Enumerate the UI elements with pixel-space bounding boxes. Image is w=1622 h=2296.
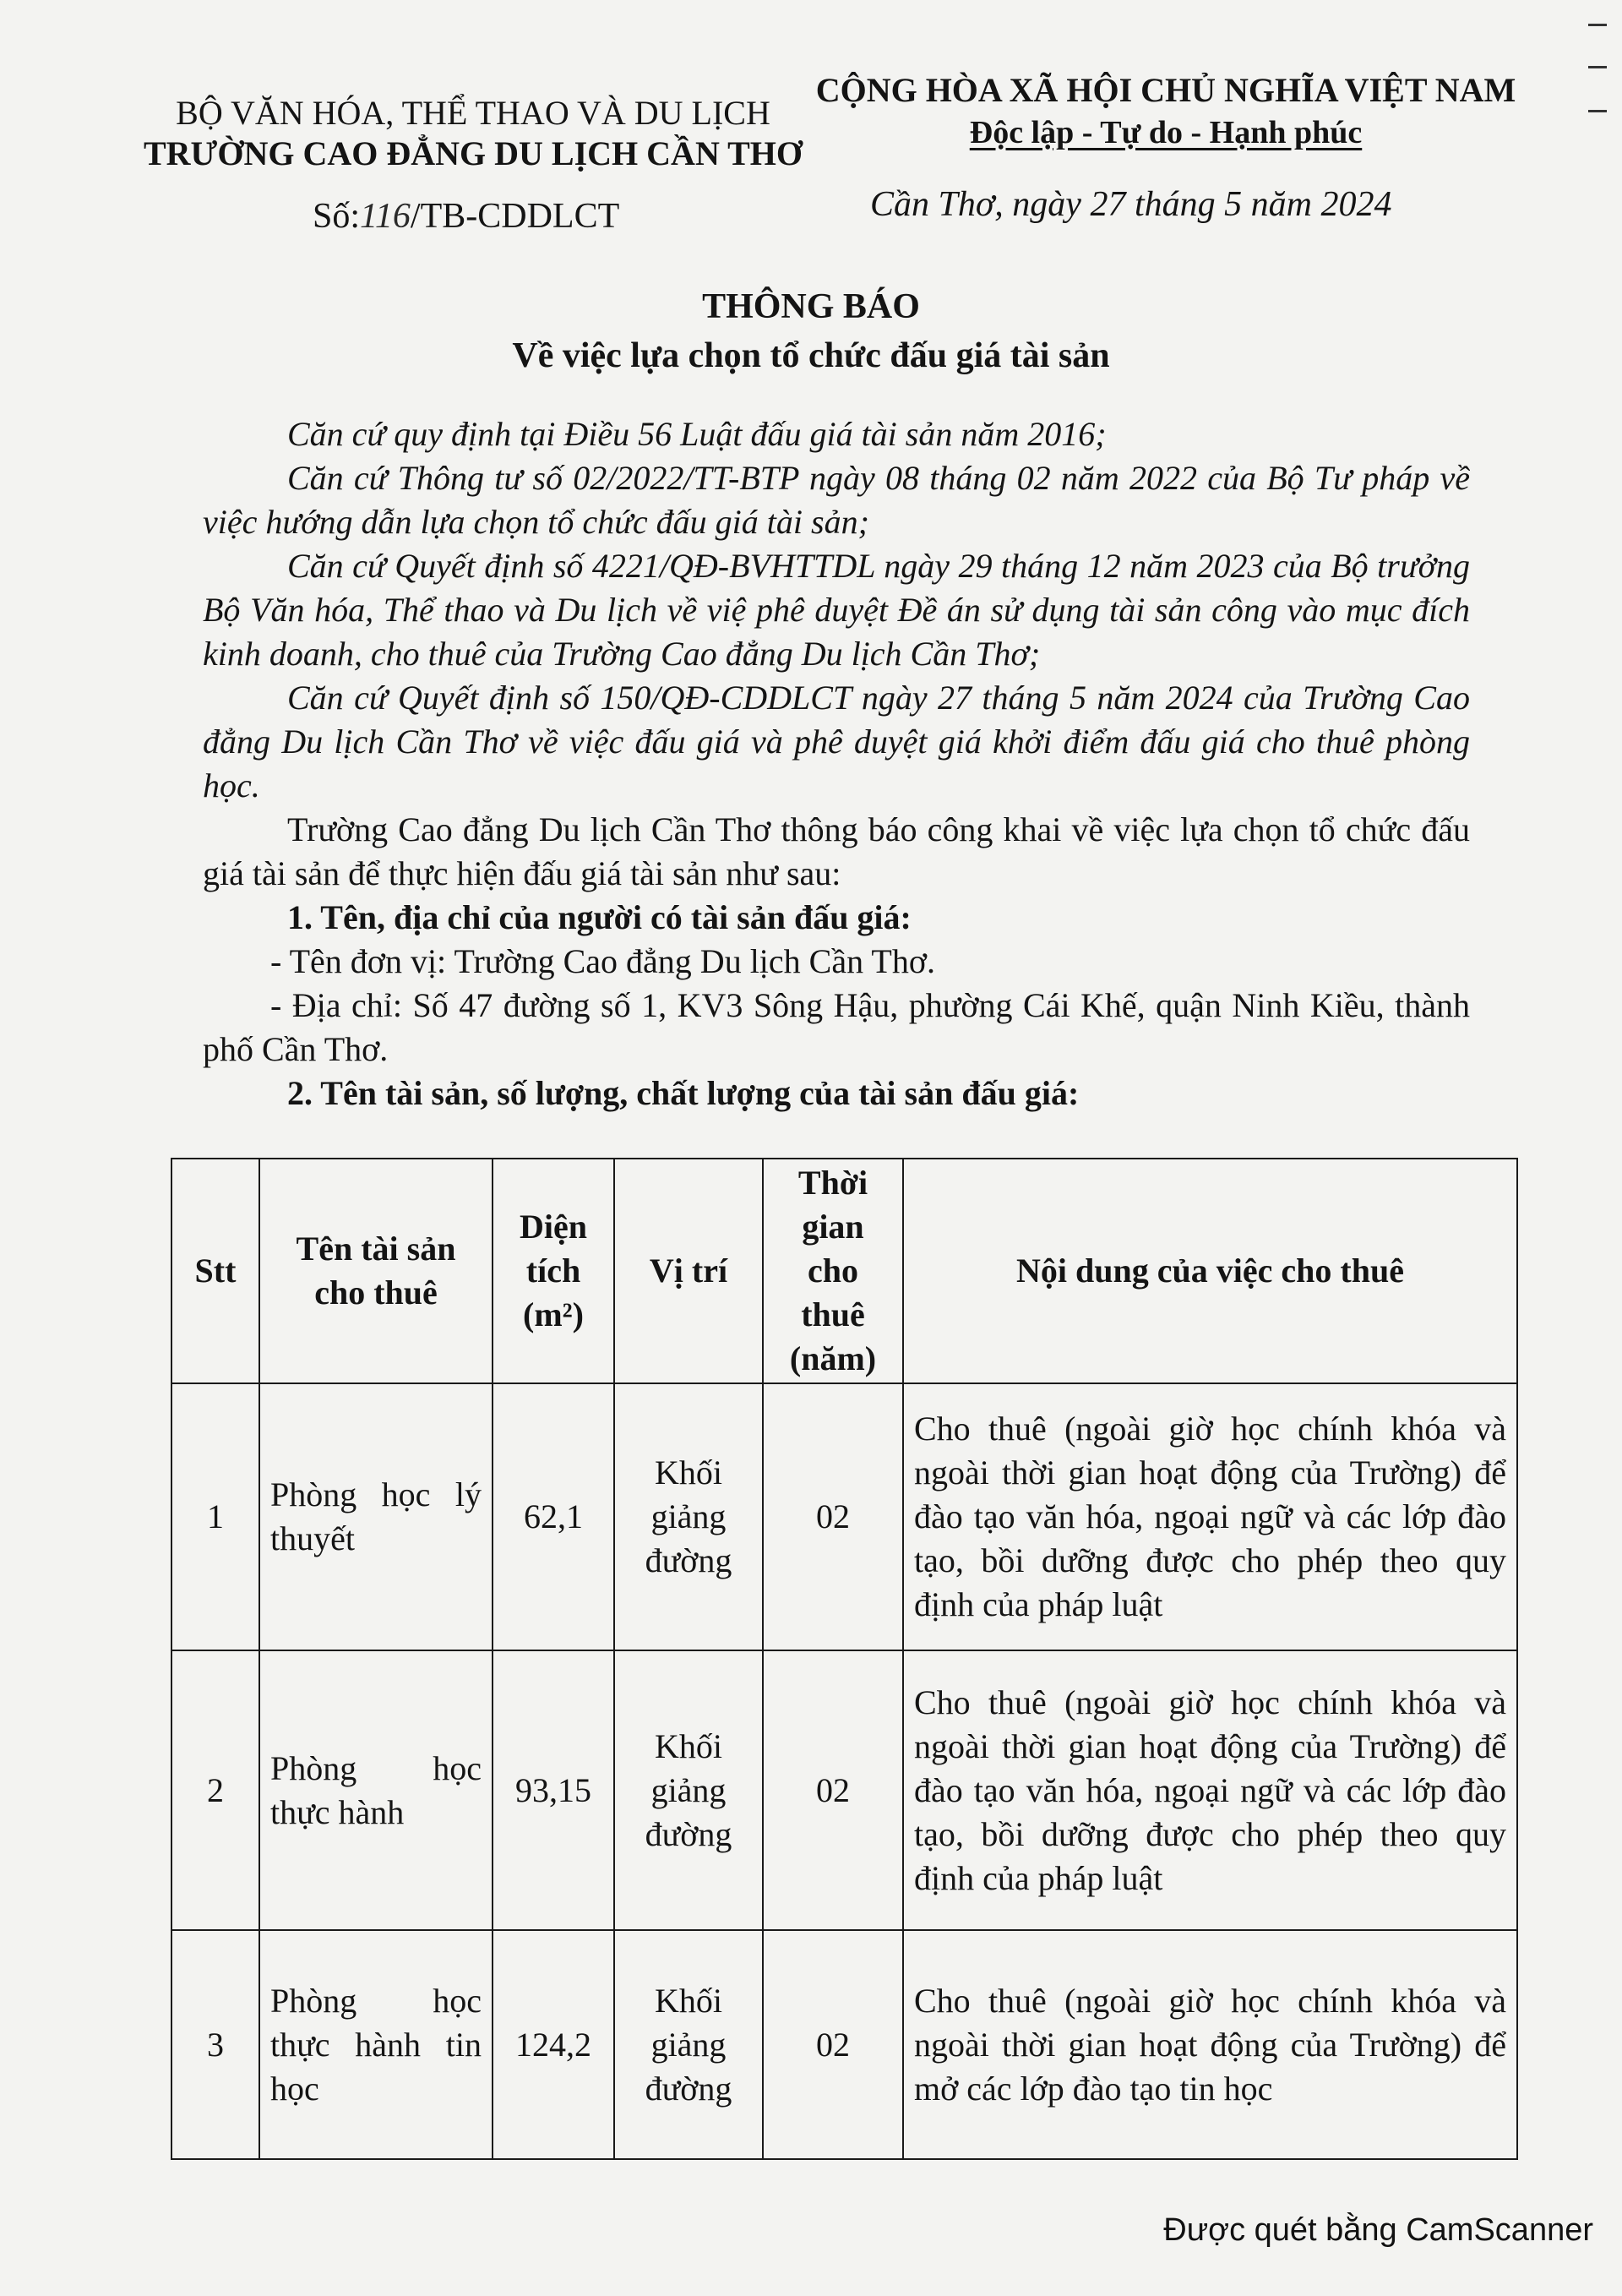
legal-basis: Căn cứ quy định tại Điều 56 Luật đấu giá tài sản năm 2016; (287, 415, 1107, 453)
cell-content: Cho thuê (ngoài giờ học chính khóa và ngoài thời gian hoạt động của Trường) để mở các lớp đào tạo tin học (903, 1930, 1517, 2159)
unit-name: - Tên đơn vị: Trường Cao đẳng Du lịch Cần Thơ. (270, 942, 935, 980)
national-motto: Độc lập - Tự do - Hạnh phúc (969, 115, 1363, 150)
cell-duration: 02 (763, 1383, 903, 1650)
table-row (171, 1383, 1517, 1650)
table-row (171, 1930, 1517, 2159)
legal-basis: Căn cứ Quyết định số 4221/QĐ-BVHTTDL ngày 29 tháng 12 năm 2023 của Bộ trưởng Bộ Văn hóa, Thể thao và Du lịch về việ phê duyệt Đề án sử dụng tài sản công vào mục đích kinh doanh, cho thuê của Trường Cao đẳng Du lịch Cần Thơ; (203, 547, 1470, 673)
cell-stt: 1 (171, 1383, 259, 1650)
cell-location: Khối giảng đường (614, 1650, 763, 1930)
cell-content: Cho thuê (ngoài giờ học chính khóa và ngoài thời gian hoạt động của Trường) để đào tạo văn hóa, ngoại ngữ và các lớp đào tạo, bồi dưỡng được cho phép theo quy định của pháp luật (903, 1650, 1517, 1930)
cell-name: Phòng học lý thuyết (259, 1383, 493, 1650)
document-title (0, 282, 1622, 380)
handwritten-day: 27 (1090, 185, 1126, 224)
cell-name: Phòng học thực hành (259, 1650, 493, 1930)
document-body (203, 412, 1470, 1115)
header-area: Diện tích (m²) (493, 1159, 614, 1383)
scan-mark (1588, 110, 1607, 112)
header-location: Vị trí (614, 1159, 763, 1383)
unit-address: - Địa chỉ: Số 47 đường số 1, KV3 Sông Hậu, phường Cái Khế, quận Ninh Kiều, thành phố Cần Thơ. (203, 986, 1470, 1068)
cell-content: Cho thuê (ngoài giờ học chính khóa và ngoài thời gian hoạt động của Trường) để đào tạo văn hóa, ngoại ngữ và các lớp đào tạo, bồi dưỡng được cho phép theo quy định của pháp luật (903, 1383, 1517, 1650)
scan-mark (1588, 66, 1607, 68)
intro-paragraph: Trường Cao đẳng Du lịch Cần Thơ thông báo công khai về việc lựa chọn tổ chức đấu giá tài sản để thực hiện đấu giá tài sản như sau: (203, 810, 1470, 892)
section-1-heading: 1. Tên, địa chỉ của người có tài sản đấu giá: (287, 898, 912, 936)
issue-date: Cần Thơ, ngày 27 tháng 5 năm 2024 (870, 185, 1392, 224)
cell-stt: 2 (171, 1650, 259, 1930)
cell-area: 124,2 (493, 1930, 614, 2159)
country-name: CỘNG HÒA XÃ HỘI CHỦ NGHĨA VIỆT NAM (815, 71, 1516, 109)
handwritten-number: 116 (360, 197, 411, 236)
header-stt: Stt (171, 1159, 259, 1383)
title-subtitle: Về việc lựa chọn tổ chức đấu giá tài sản (512, 336, 1110, 375)
header-name: Tên tài sản cho thuê (259, 1159, 493, 1383)
legal-basis: Căn cứ Quyết định số 150/QĐ-CDDLCT ngày 27 tháng 5 năm 2024 của Trường Cao đẳng Du lịch Cần Thơ về việc đấu giá và phê duyệt giá khởi điểm đấu giá cho thuê phòng học. (203, 679, 1470, 804)
cell-location: Khối giảng đường (614, 1930, 763, 2159)
school-name: TRƯỜNG CAO ĐẲNG DU LỊCH CẦN THƠ (143, 134, 803, 172)
ministry-name: BỘ VĂN HÓA, THỂ THAO VÀ DU LỊCH (176, 94, 770, 132)
header-content: Nội dung của việc cho thuê (903, 1159, 1517, 1383)
asset-table (171, 1158, 1518, 2160)
cell-duration: 02 (763, 1930, 903, 2159)
legal-basis: Căn cứ Thông tư số 02/2022/TT-BTP ngày 08 tháng 02 năm 2022 của Bộ Tư pháp về việc hướng dẫn lựa chọn tổ chức đấu giá tài sản; (203, 459, 1470, 541)
table-row (171, 1650, 1517, 1930)
cell-location: Khối giảng đường (614, 1383, 763, 1650)
header-duration: Thời gian cho thuê (năm) (763, 1159, 903, 1383)
national-heading (786, 69, 1546, 154)
scanner-watermark: Được quét bằng CamScanner (1163, 2212, 1593, 2248)
section-2-heading: 2. Tên tài sản, số lượng, chất lượng của tài sản đấu giá: (287, 1074, 1080, 1112)
issuer-block (127, 93, 819, 174)
scan-mark (1588, 24, 1607, 26)
document-number: Số:116/TB-CDDLCT (313, 197, 620, 236)
table-header-row (171, 1159, 1517, 1383)
cell-area: 93,15 (493, 1650, 614, 1930)
cell-duration: 02 (763, 1650, 903, 1930)
cell-stt: 3 (171, 1930, 259, 2159)
title-main: THÔNG BÁO (702, 287, 920, 326)
cell-area: 62,1 (493, 1383, 614, 1650)
cell-name: Phòng học thực hành tin học (259, 1930, 493, 2159)
